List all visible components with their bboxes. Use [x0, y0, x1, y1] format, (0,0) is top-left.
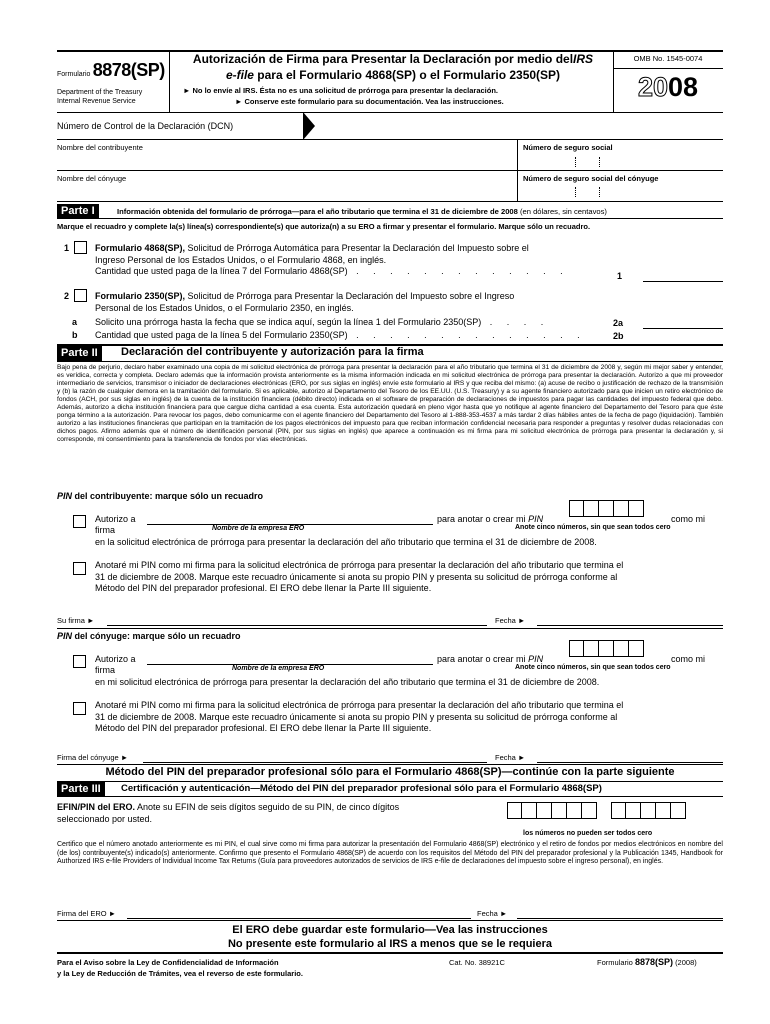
spouse-self-pin-line2: 31 de diciembre de 2008. Marque este recuadro únicamente si anota su propio PIN y presenta su solicitud de prórroga conforme al: [95, 711, 618, 722]
spouse-authorize-firma: firma: [95, 665, 115, 675]
ero-certification: Certifico que el número anotado anteriormente es mi PIN, el cual sirve como mi firma para autorizar la presentación del Formulario 4868(SP) electrónico y el retiro de fondos por medios electrónicos en nombre del (de los) contribuyente(s) indicado(s) anteriormente. Confirmo que presento el Formulario 4868(SP) de acuerdo con los requisitos del Método del PIN del preparador profesional y la Publicación 1345, Handbook for Authorized IRS e-file Providers of Individual Income Tax Returns (Guía para proveedores autorizados de servicios de IRS e-file de declaraciones del impuesto sobre el ingreso personal), en inglés.: [57, 841, 723, 866]
spouse-signature-input[interactable]: [143, 762, 487, 763]
footer-form-year: (2008): [675, 958, 697, 967]
part1-title-rule: [57, 218, 723, 219]
taxpayer-authorize-firma: firma: [95, 525, 115, 535]
dcn-arrow-icon: [303, 112, 315, 140]
taxpayer-pin-boxes[interactable]: [569, 500, 644, 517]
tax-year: [613, 74, 723, 101]
part2-declaration: Bajo pena de perjurio, declaro haber examinado una copia de mi solicitud electrónica de prórroga para presentar la declaración para el año tributario que termina el 31 de diciembre de 2008 y, según mi mejor saber y entender, es verídica, correcta y completa. Declaro además que la información provista anteriormente es la misma información indicada en mi solicitud electrónica de prórroga para presentar la declaración. Autorizo a que mi proveedor intermediario de servicios, transmisor o iniciador de declaraciones electrónicas (ERO, por sus siglas en inglés) envíe este formulario al IRS y que reciba del mismo: (a) acuse de recibo o justificación de rechazo de la transmisión y (b) la razón de cualquier demora en la tramitación del formulario. Si es aplicable, autorizo al Departamento del Tesoro de los EE.UU. (U.S. Treasury) y a su agente financiero autorizado para que inicien un retiro electrónico de fondos (ACH, por sus siglas en inglés) de la cuenta de la institución financiera (débito directo) indicada en el software de preparación de declaraciones de impuestos para pagar las cantidades del impuesto federal que debo. Además, autorizo a dicha institución financiera para que cargue dicha cantidad a esa cuenta. Esta autorización quedará en pleno vigor hasta que yo notifique al agente financiero del Departamento del Tesoro para que éste ponga término a la autorización. Para revocar los pagos, debo comunicarme con el agente financiero del Departamento del Tesoro al 1-888-353-4537 a más tardar 2 días hábiles antes de la fecha de pago (liquidación). También autorizo a las instituciones financieras que participan en la tramitación de los pagos electrónicos del impuesto para que reciban información confidencial necesaria para responder a preguntas y resolver dudas relacionadas con dichos pagos. Afirmo además que el número de identificación personal (PIN, por sus siglas en inglés) que aparece a continuación es mi firma para mi solicitud electrónica de prórroga para presentar la declaración y, si corresponde, mi consentimiento para la transferencia de fondos por vías electrónicas.: [57, 364, 723, 444]
line2b-box-label: 2b: [613, 331, 624, 341]
dept-block: [57, 88, 142, 106]
taxpayer-pin-title: [57, 491, 263, 502]
line1-text: Formulario 4868(SP), Solicitud de Prórroga Automática para Presentar la Declaración del Impuesto sobre el Ingreso Personal de los Estados Unidos, o el Formulario 4868, en inglés. Cantidad que usted paga de la línea 7 del Formulario 4868(SP) . . . . . . . . . . . . .: [95, 243, 615, 278]
spouse-self-pin-checkbox[interactable]: [73, 702, 86, 715]
taxpayer-pin-title-pin: PIN: [57, 491, 73, 501]
taxpayer-authorize-como: como mi: [671, 514, 706, 524]
efin-text: [57, 802, 487, 825]
footer-form-number: 8878(SP): [634, 957, 673, 967]
taxpayer-name-input[interactable]: [57, 153, 515, 171]
efin-bold: EFIN/PIN del ERO.: [57, 802, 136, 812]
spouse-authorize-rest: en mi solicitud electrónica de prórroga para presentar la declaración del año tributario que termina el 31 de diciembre de 2008.: [95, 677, 600, 687]
header-bottom-rule: [57, 112, 723, 113]
spouse-row-rule: [57, 201, 723, 202]
your-signature-input[interactable]: [107, 625, 487, 626]
part3-title-rule: [57, 796, 723, 797]
taxpayer-name-label: Nombre del contribuyente: [57, 143, 143, 152]
spouse-pin-title-rest: del cónyuge: marque sólo un recuadro: [72, 631, 241, 641]
taxpayer-authorize-checkbox[interactable]: [73, 515, 86, 528]
line1-number: 1: [64, 243, 70, 253]
part1-instruction: Marque el recuadro y complete la(s) línea(s) correspondiente(s) que autoriza(n) a su ERO a firmar y presentar el formulario. Marque sólo un recuadro.: [57, 222, 591, 231]
line2b-desc: Cantidad que usted paga de la línea 5 del Formulario 2350(SP): [95, 330, 348, 340]
taxpayer-self-pin-checkbox[interactable]: [73, 562, 86, 575]
name-row-rule: [57, 170, 723, 171]
spouse-authorize-como: como mi: [671, 654, 706, 664]
year-bold: 08: [668, 72, 699, 102]
line2-checkbox[interactable]: [74, 289, 87, 302]
line2-desc2: Personal de los Estados Unidos, o el Formulario 2350, en inglés.: [95, 302, 354, 313]
spouse-ero-company-label: Nombre de la empresa ERO: [232, 665, 325, 672]
title-line1: Autorización de Firma para Presentar la Declaración por medio del: [192, 52, 574, 66]
spouse-self-pin-line1: Anotaré mi PIN como mi firma para la solicitud electrónica de prórroga para presentar la declaración del año tributario que termina el: [95, 700, 624, 710]
spouse-ssn-label: Número de seguro social del cónyuge: [523, 174, 659, 183]
line1-form-name: Formulario 4868(SP),: [95, 243, 186, 253]
taxpayer-self-pin-text: [95, 560, 723, 595]
part1-title-suffix: (en dólares, sin centavos): [517, 207, 607, 216]
footer-notice: [57, 923, 723, 952]
spouse-sig-rule: [57, 764, 723, 765]
efin-desc2: seleccionado por usted.: [57, 813, 153, 824]
taxpayer-ero-company-label: Nombre de la empresa ERO: [212, 525, 305, 532]
part1-tag: Parte I: [57, 204, 99, 219]
part1-title: [117, 207, 607, 216]
your-sig-rule: [57, 628, 723, 629]
part2-title-rule: [57, 361, 723, 362]
omb-number: OMB No. 1545-0074: [633, 54, 703, 63]
header-notes: [175, 86, 611, 108]
line2b-letter: b: [72, 330, 78, 340]
method-banner-rule: [57, 781, 723, 782]
spouse-authorize-label: Autorizo a: [95, 654, 136, 664]
dcn-rule: [57, 139, 723, 140]
footer-keep-line1: El ERO debe guardar este formulario—Vea las instrucciones: [232, 924, 548, 936]
footer-keep-line2: No presente este formulario al IRS a menos que se le requiera: [227, 938, 552, 951]
dcn-label: [57, 121, 233, 132]
line2a-box-label: 2a: [613, 318, 624, 328]
efin-boxes[interactable]: [507, 802, 597, 819]
footer-rule: [57, 952, 723, 954]
method-banner: Método del PIN del preparador profesional sólo para el Formulario 4868(SP)—continúe con la parte siguiente: [105, 766, 675, 778]
line1-box-label: 1: [617, 271, 623, 281]
your-date-input[interactable]: [537, 625, 723, 626]
spouse-pin-note: Anote cinco números, sin que sean todos cero: [515, 664, 671, 671]
title-line2: para el Formulario 4868(SP) o el Formulario 2350(SP): [253, 67, 561, 82]
note-keep: ► Conserve este formulario para su documentación. Vea las instrucciones.: [235, 96, 504, 106]
taxpayer-self-pin-line3: Método del PIN del preparador profesional. El ERO debe llenar la Parte III siguiente.: [95, 583, 432, 594]
form-number: 8878(SP): [92, 60, 165, 80]
form-page: [57, 50, 723, 990]
spouse-authorize-mid-text: para anotar o crear mi: [437, 654, 526, 664]
spouse-name-input[interactable]: [57, 184, 515, 200]
spouse-self-pin-line3: Método del PIN del preparador profesional. El ERO debe llenar la Parte III siguiente.: [95, 723, 432, 734]
ssn-label: Número de seguro social: [523, 143, 613, 152]
footer-form-prefix: Formulario: [597, 958, 633, 967]
ero-pin-boxes[interactable]: [611, 802, 686, 819]
line2-text: [95, 291, 615, 314]
line1-desc2: Ingreso Personal de los Estados Unidos, o el Formulario 4868, en inglés.: [95, 254, 387, 265]
line2-desc: Solicitud de Prórroga para Presentar la Declaración del Impuesto sobre el Ingreso: [185, 291, 515, 301]
taxpayer-authorize-label: Autorizo a: [95, 514, 136, 524]
year-outline: 20: [637, 72, 668, 102]
footer-form-id: [597, 957, 697, 968]
spouse-authorize-checkbox[interactable]: [73, 655, 86, 668]
ero-sig-rule: [57, 920, 723, 921]
form-id-block: [57, 60, 169, 82]
taxpayer-pin-title-rest: del contribuyente: marque sólo un recuadro: [72, 491, 264, 501]
spouse-date-label: Fecha ►: [495, 753, 526, 762]
title-efile: e-file: [225, 67, 254, 82]
line2a-text: Solicito una prórroga hasta la fecha que se indica aquí, según la línea 1 del Formulario 2350(SP) . . . .: [95, 317, 550, 327]
ero-date-input[interactable]: [517, 918, 723, 919]
taxpayer-authorize-mid-text: para anotar o crear mi: [437, 514, 526, 524]
header-divider-left: [169, 50, 170, 112]
dept-line1: Department of the Treasury: [57, 89, 143, 96]
part1-title-text: Información obtenida del formulario de prórroga—para el año tributario que termina el 31 de diciembre de 2008: [117, 207, 518, 216]
line1-amount-label: Cantidad que usted paga de la línea 7 del Formulario 4868(SP): [95, 266, 348, 277]
taxpayer-pin-note: Anote cinco números, sin que sean todos cero: [515, 524, 671, 531]
efin-desc: Anote su EFIN de seis dígitos seguido de su PIN, de cinco dígitos: [135, 802, 400, 812]
line2-number: 2: [64, 291, 70, 301]
form-title: [175, 52, 611, 83]
taxpayer-self-pin-line2: 31 de diciembre de 2008. Marque este recuadro únicamente si anota su propio PIN y presenta su solicitud de prórroga conforme al: [95, 571, 618, 582]
part3-title: Certificación y autenticación—Método del PIN del preparador profesional sólo para el Formulario 4868(SP): [121, 783, 602, 794]
omb-rule: [613, 68, 723, 69]
form-prefix: Formulario: [57, 71, 91, 78]
taxpayer-authorize-rest: en la solicitud electrónica de prórroga para presentar la declaración del año tributario que termina el 31 de diciembre de 2008.: [95, 537, 597, 547]
line2a-letter: a: [72, 317, 78, 327]
spouse-date-input[interactable]: [537, 762, 723, 763]
dcn-text: Número de Control de la Declaración (DCN): [57, 121, 234, 131]
your-signature-label: Su firma ►: [57, 616, 95, 625]
your-date-label: Fecha ►: [495, 616, 526, 625]
spouse-pin-boxes[interactable]: [569, 640, 644, 657]
ero-signature-label: Firma del ERO ►: [57, 909, 117, 918]
ero-signature-input[interactable]: [127, 918, 471, 919]
dept-line2: Internal Revenue Service: [57, 98, 136, 106]
privacy-line2: y la Ley de Reducción de Trámites, vea el reverso de este formulario.: [57, 968, 303, 978]
part3-tag: Parte III: [57, 782, 105, 797]
privacy-line1: Para el Aviso sobre la Ley de Confidencialidad de Información: [57, 958, 279, 967]
spouse-pin-title: [57, 631, 241, 642]
taxpayer-authorize-pin-word: PIN: [528, 514, 544, 524]
cat-number: Cat. No. 38921C: [449, 958, 505, 967]
efin-note: los números no pueden ser todos cero: [523, 830, 653, 837]
part2-title: Declaración del contribuyente y autorización para la firma: [121, 346, 424, 358]
spouse-ssn-field[interactable]: [519, 185, 719, 199]
line2b-text: Cantidad que usted paga de la línea 5 del Formulario 2350(SP) . . . . . . . . . . . . . .: [95, 330, 586, 340]
line2-form-name: Formulario 2350(SP),: [95, 291, 186, 301]
spouse-pin-title-pin: PIN: [57, 631, 73, 641]
line2a-input[interactable]: [643, 328, 723, 329]
ero-date-label: Fecha ►: [477, 909, 508, 918]
line1-checkbox[interactable]: [74, 241, 87, 254]
spouse-name-label: Nombre del cónyuge: [57, 174, 127, 183]
taxpayer-self-pin-line1: Anotaré mi PIN como mi firma para la solicitud electrónica de prórroga para presentar la declaración del año tributario que termina el: [95, 560, 624, 570]
spouse-signature-label: Firma del cónyuge ►: [57, 753, 129, 762]
taxpayer-ssn-field[interactable]: [519, 155, 719, 169]
line1-amount-input[interactable]: [643, 281, 723, 282]
line2a-desc: Solicito una prórroga hasta la fecha que se indica aquí, según la línea 1 del Formulario 2350(SP): [95, 317, 482, 327]
spouse-self-pin-text: [95, 700, 723, 735]
privacy-notice: [57, 958, 303, 979]
part2-tag: Parte II: [57, 346, 102, 361]
spouse-authorize-pin-word: PIN: [528, 654, 544, 664]
title-irs: IRS: [573, 52, 594, 66]
note-no-send: ► No lo envíe al IRS. Ésta no es una solicitud de prórroga para presentar la declaración.: [183, 86, 499, 95]
line1-desc: Solicitud de Prórroga Automática para Presentar la Declaración del Impuesto sobre el: [185, 243, 529, 253]
